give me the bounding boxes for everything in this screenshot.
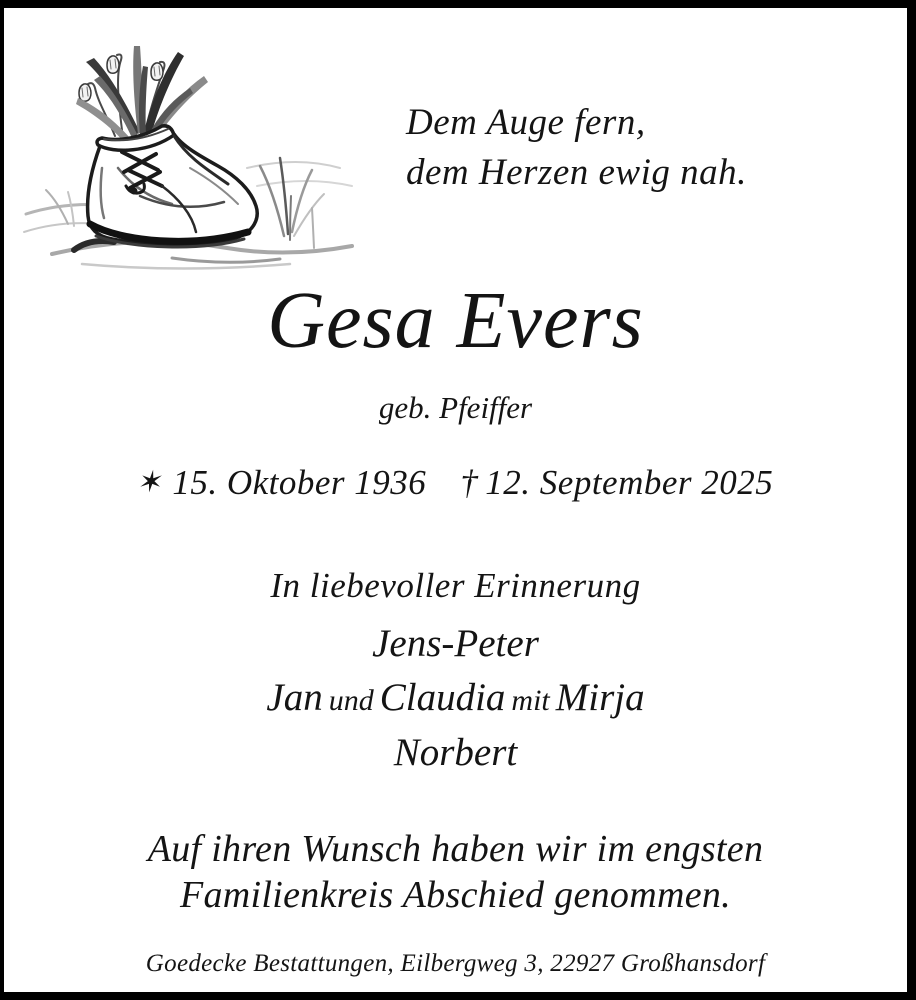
motto-line-2: dem Herzen ewig nah. [406,152,747,194]
mourner-line-3: Norbert [393,731,518,774]
death-cross-icon: † [460,463,479,502]
birth-date-group [134,463,427,502]
mourner-name-claudia: Claudia [379,676,506,719]
death-date-group [460,463,773,502]
maiden-name: geb. Pfeiffer [378,390,533,425]
connector-word-mit: mit [511,684,550,717]
motto [406,98,747,199]
memorial-line: In liebevoller Erinnerung [270,566,641,605]
farewell-line-2: Familienkreis Abschied genommen. [180,874,731,917]
boot-snowdrops-illustration [22,18,357,270]
birth-date: 15. Oktober 1936 [172,463,427,502]
mourner-name-mirja: Mirja [555,676,645,719]
funeral-home-footer: Goedecke Bestattungen, Eilbergweg 3, 22927 Großhansdorf [145,950,766,977]
mourner-line-2 [4,675,907,720]
mourner-name-jan: Jan [266,676,323,719]
mourner-line-1: Jens-Peter [372,622,539,665]
motto-line-1: Dem Auge fern, [406,102,646,143]
connector-word-und: und [328,684,374,717]
birth-star-icon: ✶ [134,465,167,500]
deceased-name: Gesa Evers [267,277,644,365]
farewell-paragraph [4,826,907,919]
life-dates [4,463,907,503]
farewell-line-1: Auf ihren Wunsch haben wir im engsten [147,828,764,870]
death-date: 12. September 2025 [485,463,774,502]
